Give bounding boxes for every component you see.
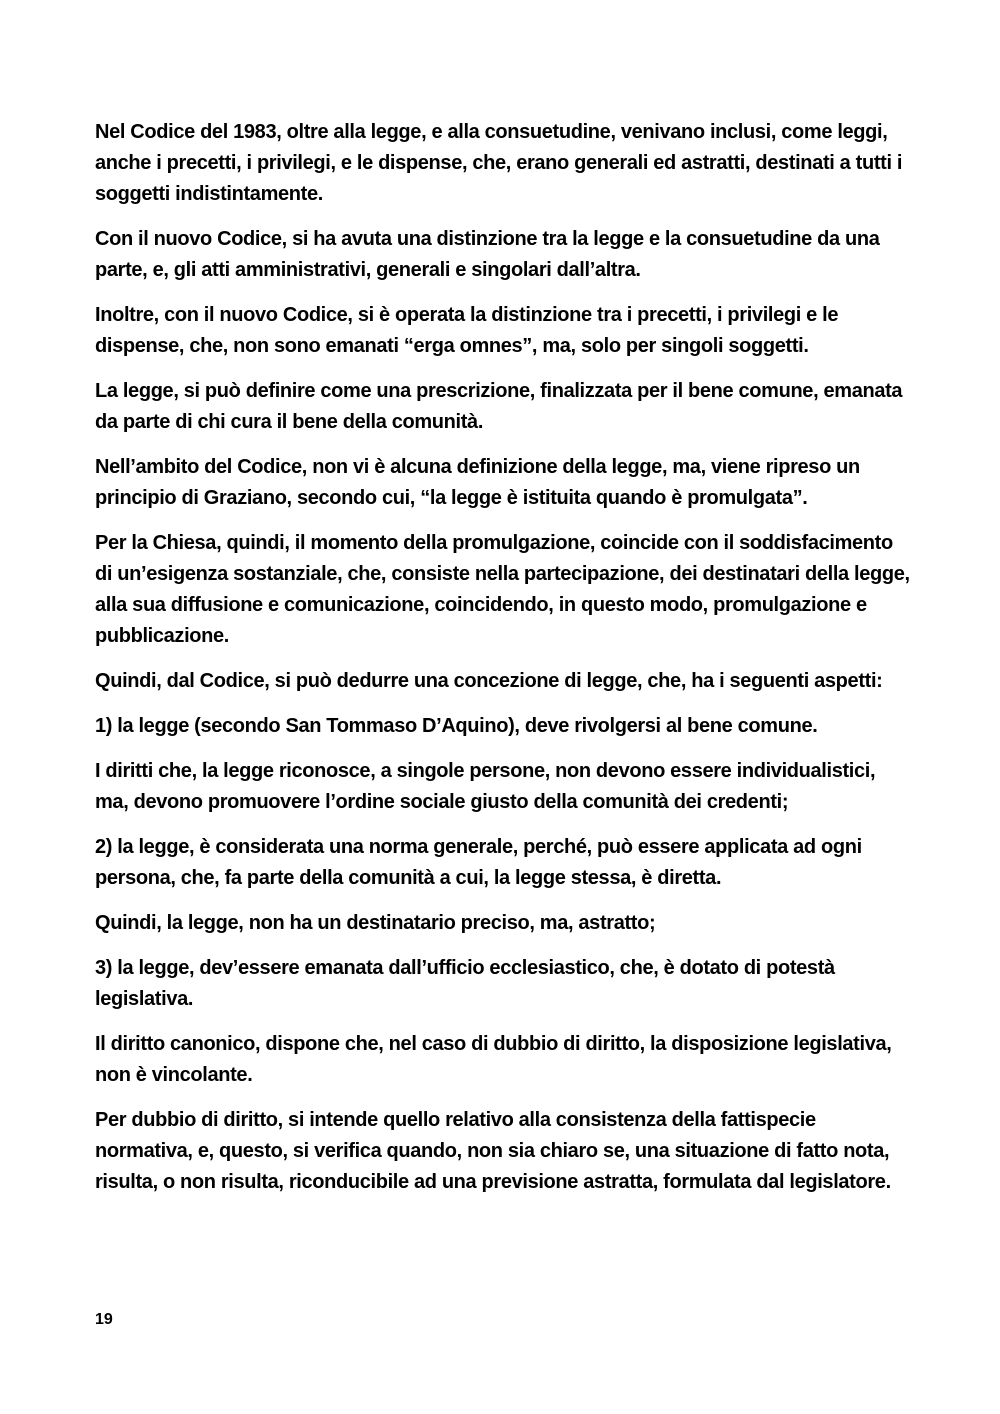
paragraph-5: Nell’ambito del Codice, non vi è alcuna definizione della legge, ma, viene ripreso un principio di Graziano, secondo cui, “la legge è istituita quando è promulgata”.	[95, 456, 860, 509]
paragraph-12: 3) la legge, dev’essere emanata dall’ufficio ecclesiastico, che, è dotato di potestà legislativa.	[95, 957, 835, 1010]
paragraph-13: Il diritto canonico, dispone che, nel caso di dubbio di diritto, la disposizione legislativa, non è vincolante.	[95, 1033, 892, 1086]
paragraph-1: Nel Codice del 1983, oltre alla legge, e alla consuetudine, venivano inclusi, come leggi, anche i precetti, i privilegi, e le dispense, che, erano generali ed astratti, destinati a tutti i soggetti indistintamente.	[95, 121, 903, 205]
paragraph-14: Per dubbio di diritto, si intende quello relativo alla consistenza della fattispecie normativa, e, questo, si verifica quando, non sia chiaro se, una situazione di fatto nota, risulta, o non risulta, riconducibile ad una previsione astratta, formulata dal legislatore.	[95, 1109, 891, 1193]
paragraph-6: Per la Chiesa, quindi, il momento della promulgazione, coincide con il soddisfacimento di un’esigenza sostanziale, che, consiste nella partecipazione, dei destinatari della legge, alla sua diffusione e comunicazione, coincidendo, in questo modo, promulgazione e pubblicazione.	[95, 532, 910, 647]
page-number: 19	[95, 1311, 113, 1328]
paragraph-8: 1) la legge (secondo San Tommaso D’Aquino), deve rivolgersi al bene comune.	[95, 715, 818, 737]
paragraph-11: Quindi, la legge, non ha un destinatario preciso, ma, astratto;	[95, 912, 656, 934]
paragraph-2: Con il nuovo Codice, si ha avuta una distinzione tra la legge e la consuetudine da una parte, e, gli atti amministrativi, generali e singolari dall’altra.	[95, 228, 880, 281]
paragraph-10: 2) la legge, è considerata una norma generale, perché, può essere applicata ad ogni persona, che, fa parte della comunità a cui, la legge stessa, è diretta.	[95, 836, 862, 889]
paragraph-3: Inoltre, con il nuovo Codice, si è operata la distinzione tra i precetti, i privilegi e le dispense, che, non sono emanati “erga omnes”, ma, solo per singoli soggetti.	[95, 304, 839, 357]
document-body	[95, 117, 910, 1212]
paragraph-9: I diritti che, la legge riconosce, a singole persone, non devono essere individualistici, ma, devono promuovere l’ordine sociale giusto della comunità dei credenti;	[95, 760, 876, 813]
paragraph-7: Quindi, dal Codice, si può dedurre una concezione di legge, che, ha i seguenti aspetti:	[95, 670, 883, 692]
paragraph-4: La legge, si può definire come una prescrizione, finalizzata per il bene comune, emanata da parte di chi cura il bene della comunità.	[95, 380, 903, 433]
